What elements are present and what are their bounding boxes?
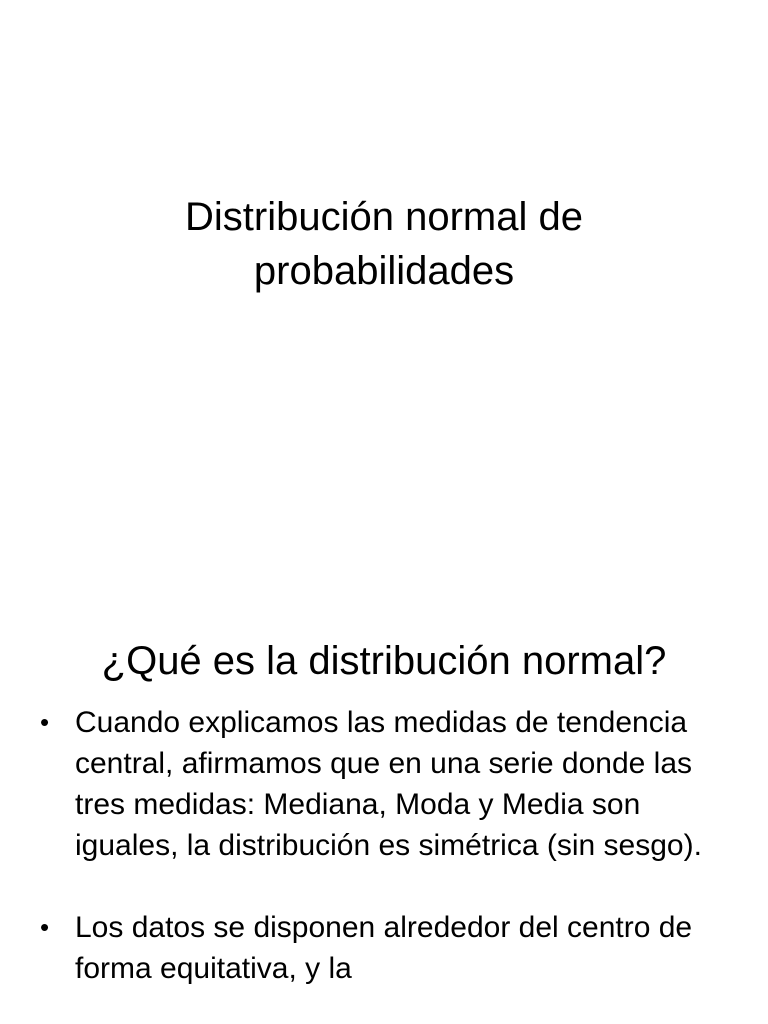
bullet-text: Los datos se disponen alrededor del centro de forma equitativa, y la	[75, 911, 693, 985]
bullet-list	[40, 702, 740, 1024]
bullet-marker: •	[40, 912, 50, 942]
content-slide-title: ¿Qué es la distribución normal?	[101, 639, 667, 683]
content-slide	[0, 590, 768, 1024]
bullet-item-1	[40, 702, 740, 866]
title-line-2: probabilidades	[253, 249, 515, 293]
title-line-1: Distribución normal de	[185, 195, 583, 239]
bullet-item-2	[40, 907, 740, 989]
slide-title	[0, 190, 768, 298]
bullet-text: Cuando explicamos las medidas de tendencia central, afirmamos que en una serie donde las tres medidas: Mediana, Moda y Media son iguales, la distribución es simétrica (sin sesgo).	[75, 706, 702, 862]
bullet-marker: •	[40, 707, 50, 737]
